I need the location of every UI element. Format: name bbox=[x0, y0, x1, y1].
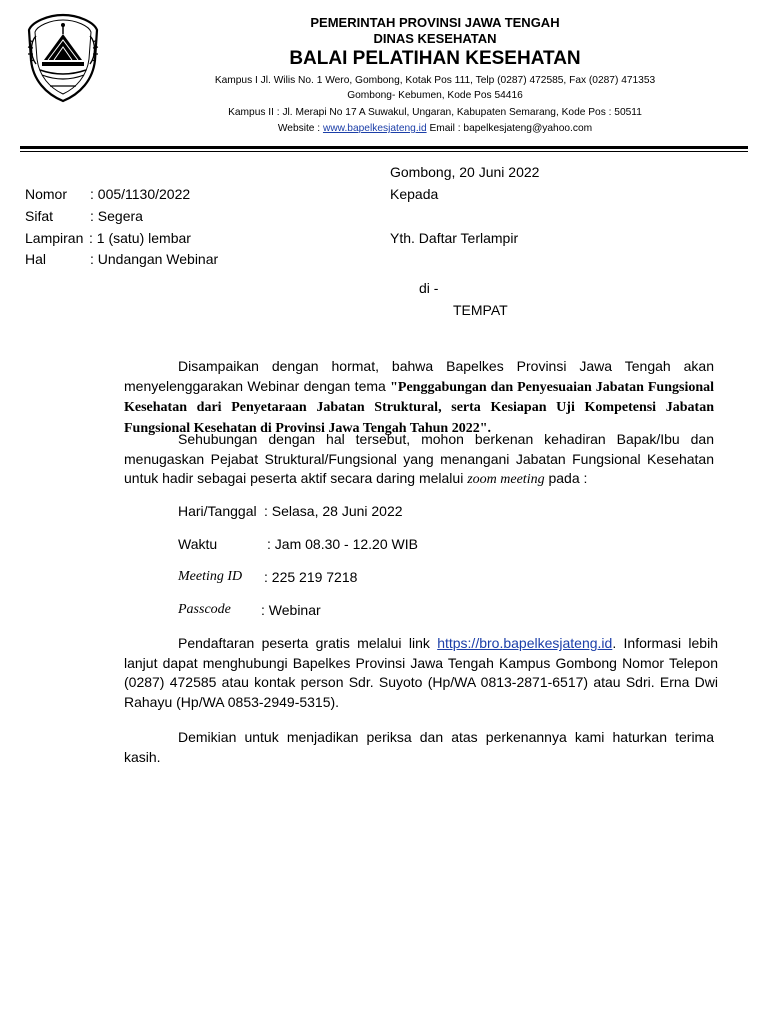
letter-date: Gombong, 20 Juni 2022 bbox=[390, 164, 540, 180]
paragraph-closing: Demikian untuk menjadikan periksa dan atas perkenannya kami haturkan terima kasih. bbox=[124, 729, 714, 765]
provincial-crest-logo bbox=[24, 12, 102, 104]
letterhead-government: PEMERINTAH PROVINSI JAWA TENGAH bbox=[310, 15, 560, 30]
registration-link[interactable]: https://bro.bapelkesjateng.id bbox=[437, 635, 613, 651]
paragraph-opening bbox=[124, 357, 714, 438]
letterhead-address-1: Kampus I Jl. Wilis No. 1 Wero, Gombong, Kotak Pos 111, Telp (0287) 472585, Fax (0287) 471353 bbox=[214, 75, 656, 86]
meta-value-nomor: : 005/1130/2022 bbox=[90, 186, 191, 202]
zoom-meeting-term: zoom meeting bbox=[467, 472, 545, 487]
schedule-date-label: Hari/Tanggal bbox=[178, 503, 257, 519]
schedule-passcode-value: : Webinar bbox=[261, 602, 321, 618]
meta-label-nomor: Nomor bbox=[25, 186, 68, 202]
meta-label-sifat: Sifat bbox=[25, 208, 54, 224]
schedule-time-label: Waktu bbox=[178, 536, 218, 552]
letterhead-contact bbox=[110, 123, 760, 134]
paragraph-request bbox=[124, 430, 714, 490]
website-link[interactable]: www.bapelkesjateng.id bbox=[322, 123, 427, 134]
website-label: Website : bbox=[277, 123, 321, 134]
schedule-meeting-id-value: : 225 219 7218 bbox=[264, 569, 358, 585]
request-text: Sehubungan dengan hal tersebut, mohon berkenan kehadiran Bapak/Ibu dan menugaskan Pejabat Struktural/Fungsional yang menangani Jabatan Fungsional Kesehatan untuk hadir sebagai peserta aktif secara daring melalui bbox=[124, 431, 714, 486]
meta-label-lampiran: Lampiran bbox=[25, 230, 84, 246]
meta-value-sifat: : Segera bbox=[90, 208, 143, 224]
opening-text: Disampaikan dengan hormat, bahwa Bapelkes Provinsi Jawa Tengah akan menyelenggarakan Webinar dengan tema bbox=[124, 358, 714, 394]
letterhead-divider-thin bbox=[20, 151, 748, 152]
schedule-date-value: : Selasa, 28 Juni 2022 bbox=[264, 503, 403, 519]
paragraph-registration bbox=[124, 634, 718, 712]
schedule-meeting-id-label: Meeting ID bbox=[178, 569, 243, 584]
schedule-time-value: : Jam 08.30 - 12.20 WIB bbox=[267, 536, 418, 552]
schedule-passcode-label: Passcode bbox=[178, 602, 231, 617]
webinar-theme: "Penggabungan dan Penyesuaian Jabatan Fungsional Kesehatan dari Penyetaraan Jabatan Struktural, serta Kesiapan Uji Kompetensi Jabatan Fungsional Kesehatan di Provinsi Jawa Tengah Tahun 2022". bbox=[124, 379, 715, 436]
letterhead-divider-thick bbox=[20, 146, 748, 149]
letterhead-department: DINAS KESEHATAN bbox=[373, 31, 497, 46]
meta-value-hal: : Undangan Webinar bbox=[90, 251, 219, 267]
recipient-kepada: Kepada bbox=[390, 186, 439, 202]
recipient-addressee: Yth. Daftar Terlampir bbox=[390, 230, 519, 246]
letterhead-address-2: Gombong- Kebumen, Kode Pos 54416 bbox=[347, 90, 523, 101]
registration-text: Pendaftaran peserta gratis melalui link bbox=[178, 635, 438, 651]
email-text: Email : bapelkesjateng@yahoo.com bbox=[429, 123, 593, 134]
request-tail: pada : bbox=[544, 470, 588, 486]
letterhead-institution: BALAI PELATIHAN KESEHATAN bbox=[289, 48, 581, 69]
letterhead-address-3: Kampus II : Jl. Merapi No 17 A Suwakul, Ungaran, Kabupaten Semarang, Kode Pos : 50511 bbox=[228, 107, 642, 118]
meta-label-hal: Hal bbox=[25, 251, 47, 267]
registration-tail: . Informasi lebih lanjut dapat menghubungi Bapelkes Provinsi Jawa Tengah Kampus Gombong Nomor Telepon (0287) 472585 atau kontak person Sdr. Suyoto (Hp/WA 0813-2871-6517) atau Sdri. Erna Dwi Rahayu (Hp/WA 0853-2949-5315). bbox=[124, 635, 718, 710]
recipient-di: di - bbox=[419, 280, 439, 296]
recipient-tempat: TEMPAT bbox=[453, 302, 508, 318]
meta-value-lampiran: : 1 (satu) lembar bbox=[89, 230, 191, 246]
